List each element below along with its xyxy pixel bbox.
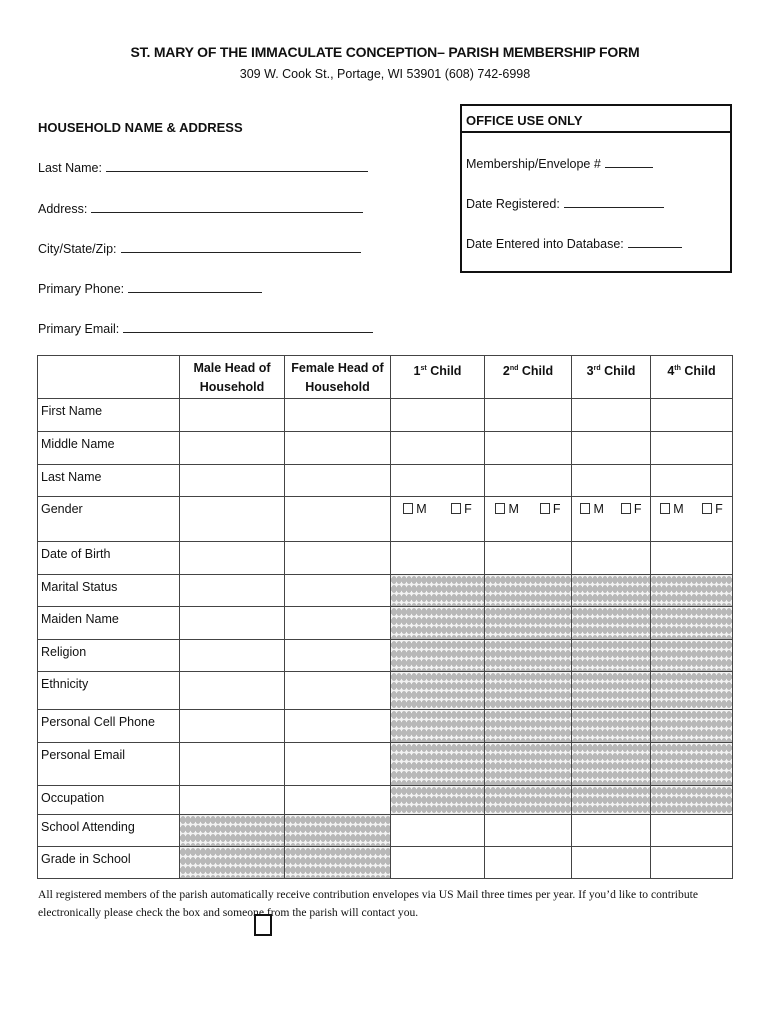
row-label-first-name: First Name xyxy=(38,399,180,432)
row-label-ethnicity: Ethnicity xyxy=(38,672,180,710)
table-cell[interactable] xyxy=(180,497,285,542)
table-row xyxy=(38,743,733,786)
table-cell[interactable] xyxy=(180,542,285,575)
gender-cell-child-4 xyxy=(651,497,733,542)
table-cell[interactable] xyxy=(651,432,733,465)
table-header-row xyxy=(38,356,733,399)
table-row xyxy=(38,575,733,607)
gender-f-checkbox[interactable]: F xyxy=(702,502,723,516)
shaded-cell xyxy=(572,710,651,743)
gender-f-checkbox[interactable]: F xyxy=(621,502,642,516)
shaded-cell xyxy=(391,710,485,743)
shaded-cell xyxy=(651,607,733,640)
table-cell[interactable] xyxy=(391,432,485,465)
table-cell[interactable] xyxy=(651,465,733,497)
table-cell[interactable] xyxy=(485,815,572,847)
shaded-cell xyxy=(651,672,733,710)
shaded-cell xyxy=(180,847,285,879)
table-row xyxy=(38,432,733,465)
table-cell[interactable] xyxy=(285,640,391,672)
header-female-head: Female Head of Household xyxy=(285,356,391,399)
table-cell[interactable] xyxy=(391,542,485,575)
table-cell[interactable] xyxy=(180,710,285,743)
footer-note: All registered members of the parish automatically receive contribution envelopes via US Mail three times per year. If you’d like to contribute electronically please check the box and someone from the parish will contact you. xyxy=(38,888,698,919)
gender-f-checkbox[interactable]: F xyxy=(540,502,561,516)
shaded-cell xyxy=(391,786,485,815)
header-male-head: Male Head of Household xyxy=(180,356,285,399)
table-cell[interactable] xyxy=(485,542,572,575)
primary-email-field[interactable] xyxy=(38,321,373,336)
shaded-cell xyxy=(572,640,651,672)
email-label: Primary Email: xyxy=(38,322,120,336)
table-row xyxy=(38,640,733,672)
registered-label: Date Registered: xyxy=(466,197,560,211)
phone-label: Primary Phone: xyxy=(38,282,125,296)
row-label-personal-email: Personal Email xyxy=(38,743,180,786)
table-cell[interactable] xyxy=(180,575,285,607)
parish-address: 309 W. Cook St., Portage, WI 53901 (608) 742-6998 xyxy=(239,67,531,81)
table-cell[interactable] xyxy=(285,497,391,542)
table-row xyxy=(38,465,733,497)
row-label-occupation: Occupation xyxy=(38,786,180,815)
row-label-last-name: Last Name xyxy=(38,465,180,497)
shaded-cell xyxy=(485,607,572,640)
row-label-marital-status: Marital Status xyxy=(38,575,180,607)
shaded-cell xyxy=(572,743,651,786)
gender-cell-child-3 xyxy=(572,497,651,542)
last-name-label: Last Name: xyxy=(38,161,102,175)
shaded-cell xyxy=(572,607,651,640)
household-heading: HOUSEHOLD NAME & ADDRESS xyxy=(38,120,243,135)
table-cell[interactable] xyxy=(285,465,391,497)
shaded-cell xyxy=(180,815,285,847)
row-label-middle-name: Middle Name xyxy=(38,432,180,465)
shaded-cell xyxy=(651,575,733,607)
row-label-maiden-name: Maiden Name xyxy=(38,607,180,640)
header-child-4: 4th Child xyxy=(651,356,733,399)
row-label-dob: Date of Birth xyxy=(38,542,180,575)
table-cell[interactable] xyxy=(572,542,651,575)
address-label: Address: xyxy=(38,202,88,216)
table-cell[interactable] xyxy=(572,432,651,465)
table-cell[interactable] xyxy=(180,672,285,710)
table-cell[interactable] xyxy=(651,847,733,879)
table-cell[interactable] xyxy=(391,399,485,432)
table-cell[interactable] xyxy=(285,743,391,786)
table-cell[interactable] xyxy=(285,432,391,465)
table-cell[interactable] xyxy=(180,399,285,432)
shaded-cell xyxy=(391,743,485,786)
table-row xyxy=(38,786,733,815)
gender-cell-child-1 xyxy=(391,497,485,542)
gender-m-checkbox[interactable]: M xyxy=(580,502,603,516)
table-cell[interactable] xyxy=(391,465,485,497)
membership-label: Membership/Envelope # xyxy=(466,157,601,171)
table-cell[interactable] xyxy=(285,399,391,432)
table-cell[interactable] xyxy=(651,399,733,432)
row-label-gender: Gender xyxy=(38,497,180,542)
table-cell[interactable] xyxy=(391,815,485,847)
table-cell[interactable] xyxy=(285,786,391,815)
table-cell[interactable] xyxy=(180,607,285,640)
table-cell[interactable] xyxy=(651,542,733,575)
shaded-cell xyxy=(572,575,651,607)
gender-m-checkbox[interactable]: M xyxy=(660,502,683,516)
table-cell[interactable] xyxy=(572,465,651,497)
table-row xyxy=(38,607,733,640)
membership-table xyxy=(37,355,733,879)
gender-m-checkbox[interactable]: M xyxy=(403,502,426,516)
shaded-cell xyxy=(485,640,572,672)
table-cell[interactable] xyxy=(485,399,572,432)
table-cell[interactable] xyxy=(485,847,572,879)
membership-envelope-field[interactable] xyxy=(466,156,653,171)
table-cell[interactable] xyxy=(180,432,285,465)
table-cell[interactable] xyxy=(180,465,285,497)
primary-phone-field[interactable] xyxy=(38,281,262,296)
table-cell[interactable] xyxy=(651,815,733,847)
gender-m-checkbox[interactable]: M xyxy=(495,502,518,516)
table-cell[interactable] xyxy=(572,815,651,847)
table-cell[interactable] xyxy=(285,575,391,607)
shaded-cell xyxy=(651,710,733,743)
row-label-grade-in-school: Grade in School xyxy=(38,847,180,879)
shaded-cell xyxy=(391,640,485,672)
table-cell[interactable] xyxy=(572,399,651,432)
shaded-cell xyxy=(485,575,572,607)
shaded-cell xyxy=(485,672,572,710)
shaded-cell xyxy=(651,743,733,786)
row-label-religion: Religion xyxy=(38,640,180,672)
table-cell[interactable] xyxy=(285,542,391,575)
table-cell[interactable] xyxy=(285,672,391,710)
table-cell[interactable] xyxy=(391,847,485,879)
date-entered-field[interactable] xyxy=(466,236,682,251)
shaded-cell xyxy=(285,815,391,847)
shaded-cell xyxy=(651,640,733,672)
shaded-cell xyxy=(572,672,651,710)
shaded-cell xyxy=(391,575,485,607)
shaded-cell xyxy=(651,786,733,815)
header-child-1: 1st Child xyxy=(391,356,485,399)
table-cell[interactable] xyxy=(180,640,285,672)
address-field[interactable] xyxy=(38,201,363,216)
last-name-field[interactable] xyxy=(38,160,368,175)
gender-f-checkbox[interactable]: F xyxy=(451,502,472,516)
office-use-heading: OFFICE USE ONLY xyxy=(462,106,730,133)
electronic-contribution-checkbox[interactable] xyxy=(254,914,272,936)
table-cell[interactable] xyxy=(285,607,391,640)
header-blank xyxy=(38,356,180,399)
table-cell[interactable] xyxy=(180,743,285,786)
table-row xyxy=(38,672,733,710)
row-label-cell-phone: Personal Cell Phone xyxy=(38,710,180,743)
table-row xyxy=(38,399,733,432)
table-cell[interactable] xyxy=(180,786,285,815)
table-row xyxy=(38,497,733,542)
row-label-school-attending: School Attending xyxy=(38,815,180,847)
shaded-cell xyxy=(485,786,572,815)
table-row xyxy=(38,542,733,575)
shaded-cell xyxy=(485,743,572,786)
gender-cell-child-2 xyxy=(485,497,572,542)
shaded-cell xyxy=(391,672,485,710)
city-label: City/State/Zip: xyxy=(38,242,117,256)
table-row xyxy=(38,815,733,847)
shaded-cell xyxy=(572,786,651,815)
shaded-cell xyxy=(391,607,485,640)
table-row xyxy=(38,847,733,879)
table-cell[interactable] xyxy=(485,465,572,497)
date-registered-field[interactable] xyxy=(466,196,664,211)
table-cell[interactable] xyxy=(485,432,572,465)
table-row xyxy=(38,710,733,743)
table-cell[interactable] xyxy=(572,847,651,879)
header-child-3: 3rd Child xyxy=(572,356,651,399)
table-cell[interactable] xyxy=(285,710,391,743)
shaded-cell xyxy=(285,847,391,879)
entered-label: Date Entered into Database: xyxy=(466,237,624,251)
office-use-box xyxy=(460,104,732,273)
header-child-2: 2nd Child xyxy=(485,356,572,399)
city-state-zip-field[interactable] xyxy=(38,241,361,256)
form-title: ST. MARY OF THE IMMACULATE CONCEPTION– PARISH MEMBERSHIP FORM xyxy=(130,44,640,60)
shaded-cell xyxy=(485,710,572,743)
